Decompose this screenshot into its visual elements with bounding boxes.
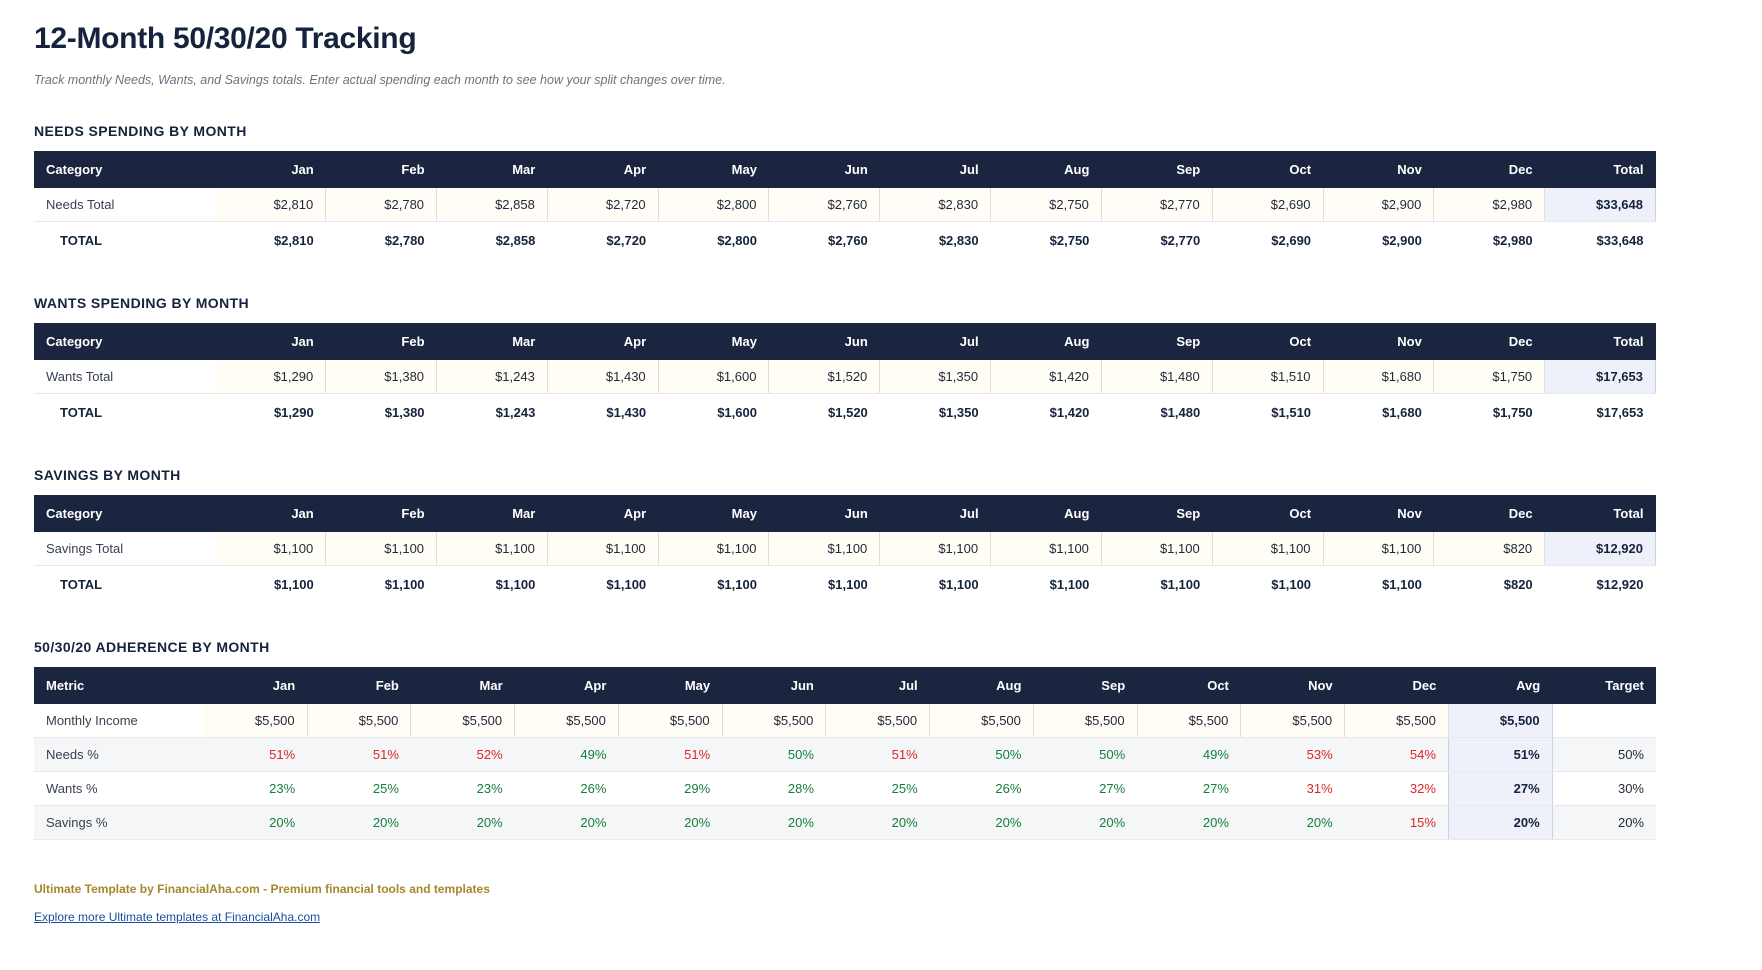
column-header-total: Total [1545,323,1656,360]
month-input-cell[interactable]: $1,100 [769,532,880,566]
column-header-month: Oct [1212,323,1323,360]
row-label: Needs Total [34,188,215,222]
row-label: Monthly Income [34,704,203,738]
column-header-month: Feb [326,323,437,360]
month-input-cell[interactable]: $2,760 [769,188,880,222]
column-header-month: Jun [769,323,880,360]
footer-link[interactable]: Explore more Ultimate templates at FinancialAha.com [34,910,321,924]
month-percent-cell: 50% [722,738,826,772]
month-percent-cell: 20% [515,806,619,840]
month-percent-cell: 51% [307,738,411,772]
spending-table [34,323,1656,431]
footer [34,882,1728,948]
total-month-cell: $820 [1434,566,1545,604]
column-header-month: Apr [515,667,619,704]
month-input-cell[interactable]: $1,520 [769,360,880,394]
month-percent-cell: 20% [722,806,826,840]
column-header-month: Nov [1323,323,1434,360]
month-percent-cell: 29% [618,772,722,806]
total-month-cell: $2,760 [769,222,880,260]
month-input-cell[interactable]: $2,770 [1101,188,1212,222]
month-percent-cell: 20% [411,806,515,840]
month-input-cell[interactable]: $5,500 [411,704,515,738]
month-percent-cell: 20% [618,806,722,840]
section-title: NEEDS SPENDING BY MONTH [34,123,247,139]
table-total-row [34,566,1656,604]
column-header-month: Aug [991,151,1102,188]
month-input-cell[interactable]: $2,800 [658,188,769,222]
total-month-cell: $1,100 [215,566,326,604]
column-header-month: Jan [215,323,326,360]
month-percent-cell: 25% [826,772,930,806]
month-input-cell[interactable]: $1,243 [437,360,548,394]
column-header-month: Nov [1241,667,1345,704]
adherence-table-header [34,667,1656,704]
month-input-cell[interactable]: $5,500 [930,704,1034,738]
column-header-month: Apr [547,495,658,532]
column-header-month: Sep [1033,667,1137,704]
month-percent-cell: 51% [203,738,307,772]
table-row [34,738,1656,772]
month-input-cell[interactable]: $2,690 [1212,188,1323,222]
month-percent-cell: 51% [826,738,930,772]
month-percent-cell: 15% [1345,806,1449,840]
total-month-cell: $2,858 [437,222,548,260]
column-header-month: Jun [769,151,880,188]
column-header-month: Dec [1345,667,1449,704]
month-input-cell[interactable]: $5,500 [1241,704,1345,738]
month-percent-cell: 27% [1033,772,1137,806]
month-percent-cell: 50% [1033,738,1137,772]
section-title: WANTS SPENDING BY MONTH [34,295,250,311]
month-input-cell[interactable]: $5,500 [826,704,930,738]
total-month-cell: $1,350 [880,394,991,432]
month-input-cell[interactable]: $2,750 [991,188,1102,222]
section-title: SAVINGS BY MONTH [34,467,181,483]
month-input-cell[interactable]: $1,750 [1434,360,1545,394]
total-month-cell: $2,690 [1212,222,1323,260]
month-percent-cell: 49% [1137,738,1241,772]
total-month-cell: $1,750 [1434,394,1545,432]
spending-sections [34,123,1728,603]
month-input-cell[interactable]: $1,600 [658,360,769,394]
column-header-month: Sep [1101,151,1212,188]
month-input-cell[interactable]: $5,500 [515,704,619,738]
month-percent-cell: 50% [930,738,1034,772]
month-input-cell[interactable]: $2,780 [326,188,437,222]
month-input-cell[interactable]: $5,500 [307,704,411,738]
month-input-cell[interactable]: $1,100 [658,532,769,566]
row-total-cell: $33,648 [1545,188,1656,222]
total-month-cell: $1,100 [658,566,769,604]
month-input-cell[interactable]: $1,510 [1212,360,1323,394]
month-percent-cell: 20% [1137,806,1241,840]
column-header-metric: Metric [34,667,203,704]
total-month-cell: $1,100 [326,566,437,604]
column-header-month: Dec [1434,151,1545,188]
row-target-cell: 20% [1552,806,1656,840]
total-month-cell: $1,430 [547,394,658,432]
month-percent-cell: 49% [515,738,619,772]
total-month-cell: $1,100 [991,566,1102,604]
month-percent-cell: 20% [826,806,930,840]
total-month-cell: $2,720 [547,222,658,260]
month-input-cell[interactable]: $1,100 [547,532,658,566]
total-month-cell: $2,800 [658,222,769,260]
column-header-month: Mar [411,667,515,704]
row-total-cell: $12,920 [1545,532,1656,566]
month-percent-cell: 20% [203,806,307,840]
column-header-month: Jan [203,667,307,704]
row-avg-cell: $5,500 [1448,704,1552,738]
month-input-cell[interactable]: $5,500 [1137,704,1241,738]
month-percent-cell: 26% [930,772,1034,806]
row-avg-cell: 20% [1448,806,1552,840]
column-header-month: May [658,151,769,188]
month-input-cell[interactable]: $5,500 [1033,704,1137,738]
total-month-cell: $1,600 [658,394,769,432]
month-percent-cell: 25% [307,772,411,806]
month-input-cell[interactable]: $1,100 [880,532,991,566]
total-month-cell: $1,480 [1101,394,1212,432]
column-header-month: Sep [1101,495,1212,532]
table-total-row [34,394,1656,432]
row-target-cell: 30% [1552,772,1656,806]
month-percent-cell: 26% [515,772,619,806]
column-header-month: Feb [307,667,411,704]
spending-table [34,151,1656,259]
month-percent-cell: 28% [722,772,826,806]
column-header-month: Apr [547,323,658,360]
month-input-cell[interactable]: $2,810 [215,188,326,222]
adherence-section-title: 50/30/20 ADHERENCE BY MONTH [34,639,270,655]
month-input-cell[interactable]: $5,500 [722,704,826,738]
column-header-category: Category [34,495,215,532]
month-input-cell[interactable]: $5,500 [618,704,722,738]
total-month-cell: $1,100 [1212,566,1323,604]
column-header-month: Nov [1323,151,1434,188]
total-month-cell: $2,900 [1323,222,1434,260]
column-header-month: Aug [991,495,1102,532]
month-input-cell[interactable]: $1,430 [547,360,658,394]
column-header-month: Jan [215,495,326,532]
total-month-cell: $2,830 [880,222,991,260]
month-input-cell[interactable]: $2,830 [880,188,991,222]
row-target-cell [1552,704,1656,738]
month-input-cell[interactable]: $1,680 [1323,360,1434,394]
row-avg-cell: 27% [1448,772,1552,806]
month-percent-cell: 54% [1345,738,1449,772]
column-header-month: Dec [1434,495,1545,532]
month-input-cell[interactable]: $1,100 [437,532,548,566]
column-header-month: Nov [1323,495,1434,532]
adherence-table [34,667,1656,840]
column-header-month: Sep [1101,323,1212,360]
column-header-month: May [618,667,722,704]
month-percent-cell: 31% [1241,772,1345,806]
column-header-month: Jul [880,323,991,360]
row-label: Wants % [34,772,203,806]
column-header-month: May [658,495,769,532]
column-header-category: Category [34,323,215,360]
spending-table [34,495,1656,603]
grand-total-cell: $33,648 [1545,222,1656,260]
column-header-month: Mar [437,323,548,360]
column-header-month: Feb [326,151,437,188]
table-row [34,772,1656,806]
column-header-category: Category [34,151,215,188]
total-month-cell: $1,100 [769,566,880,604]
row-label: Needs % [34,738,203,772]
column-header-total: Total [1545,151,1656,188]
total-month-cell: $1,510 [1212,394,1323,432]
total-row-label: TOTAL [34,222,215,260]
month-percent-cell: 20% [307,806,411,840]
column-header-month: Jun [722,667,826,704]
page-subtitle: Track monthly Needs, Wants, and Savings totals. Enter actual spending each month to see how your split changes over time. [34,73,726,87]
page-title: 12-Month 50/30/20 Tracking [34,22,417,55]
row-label: Savings Total [34,532,215,566]
month-percent-cell: 23% [411,772,515,806]
column-header-target: Target [1552,667,1656,704]
total-month-cell: $1,243 [437,394,548,432]
table-row [34,806,1656,840]
month-percent-cell: 20% [930,806,1034,840]
month-percent-cell: 20% [1033,806,1137,840]
month-percent-cell: 32% [1345,772,1449,806]
month-input-cell[interactable]: $1,100 [1212,532,1323,566]
row-label: Savings % [34,806,203,840]
month-input-cell[interactable]: $820 [1434,532,1545,566]
month-percent-cell: 52% [411,738,515,772]
total-row-label: TOTAL [34,566,215,604]
total-month-cell: $2,810 [215,222,326,260]
table-row [34,188,1656,222]
column-header-avg: Avg [1448,667,1552,704]
table-row [34,360,1656,394]
row-total-cell: $17,653 [1545,360,1656,394]
column-header-month: Oct [1212,495,1323,532]
month-input-cell[interactable]: $2,858 [437,188,548,222]
footer-note: Ultimate Template by FinancialAha.com - Premium financial tools and templates [34,882,490,896]
column-header-month: Jul [880,495,991,532]
table-row [34,704,1656,738]
total-month-cell: $1,380 [326,394,437,432]
total-row-label: TOTAL [34,394,215,432]
month-input-cell[interactable]: $1,420 [991,360,1102,394]
month-input-cell[interactable]: $1,100 [326,532,437,566]
total-month-cell: $1,100 [1323,566,1434,604]
column-header-month: Feb [326,495,437,532]
column-header-month: Jan [215,151,326,188]
total-month-cell: $2,770 [1101,222,1212,260]
total-month-cell: $2,780 [326,222,437,260]
total-month-cell: $1,100 [880,566,991,604]
month-input-cell[interactable]: $1,480 [1101,360,1212,394]
month-percent-cell: 20% [1241,806,1345,840]
column-header-month: Aug [991,323,1102,360]
month-percent-cell: 27% [1137,772,1241,806]
column-header-month: Mar [437,151,548,188]
month-input-cell[interactable]: $2,980 [1434,188,1545,222]
column-header-month: Dec [1434,323,1545,360]
month-input-cell[interactable]: $1,100 [1101,532,1212,566]
total-month-cell: $2,750 [991,222,1102,260]
month-percent-cell: 51% [618,738,722,772]
month-percent-cell: 23% [203,772,307,806]
month-input-cell[interactable]: $1,100 [1323,532,1434,566]
table-total-row [34,222,1656,260]
month-input-cell[interactable]: $1,290 [215,360,326,394]
row-target-cell: 50% [1552,738,1656,772]
month-input-cell[interactable]: $5,500 [203,704,307,738]
total-month-cell: $1,680 [1323,394,1434,432]
total-month-cell: $2,980 [1434,222,1545,260]
column-header-month: Aug [930,667,1034,704]
month-input-cell[interactable]: $2,900 [1323,188,1434,222]
total-month-cell: $1,420 [991,394,1102,432]
month-input-cell[interactable]: $1,100 [215,532,326,566]
grand-total-cell: $17,653 [1545,394,1656,432]
total-month-cell: $1,290 [215,394,326,432]
grand-total-cell: $12,920 [1545,566,1656,604]
month-input-cell[interactable]: $1,100 [991,532,1102,566]
column-header-month: Oct [1212,151,1323,188]
table-row [34,532,1656,566]
column-header-month: Jun [769,495,880,532]
total-month-cell: $1,100 [437,566,548,604]
column-header-month: Jul [826,667,930,704]
month-input-cell[interactable]: $5,500 [1345,704,1449,738]
total-month-cell: $1,100 [547,566,658,604]
month-input-cell[interactable]: $2,720 [547,188,658,222]
month-input-cell[interactable]: $1,350 [880,360,991,394]
month-percent-cell: 53% [1241,738,1345,772]
column-header-month: Apr [547,151,658,188]
row-label: Wants Total [34,360,215,394]
column-header-month: Jul [880,151,991,188]
month-input-cell[interactable]: $1,380 [326,360,437,394]
column-header-total: Total [1545,495,1656,532]
column-header-month: Mar [437,495,548,532]
column-header-month: Oct [1137,667,1241,704]
total-month-cell: $1,520 [769,394,880,432]
row-avg-cell: 51% [1448,738,1552,772]
total-month-cell: $1,100 [1101,566,1212,604]
column-header-month: May [658,323,769,360]
